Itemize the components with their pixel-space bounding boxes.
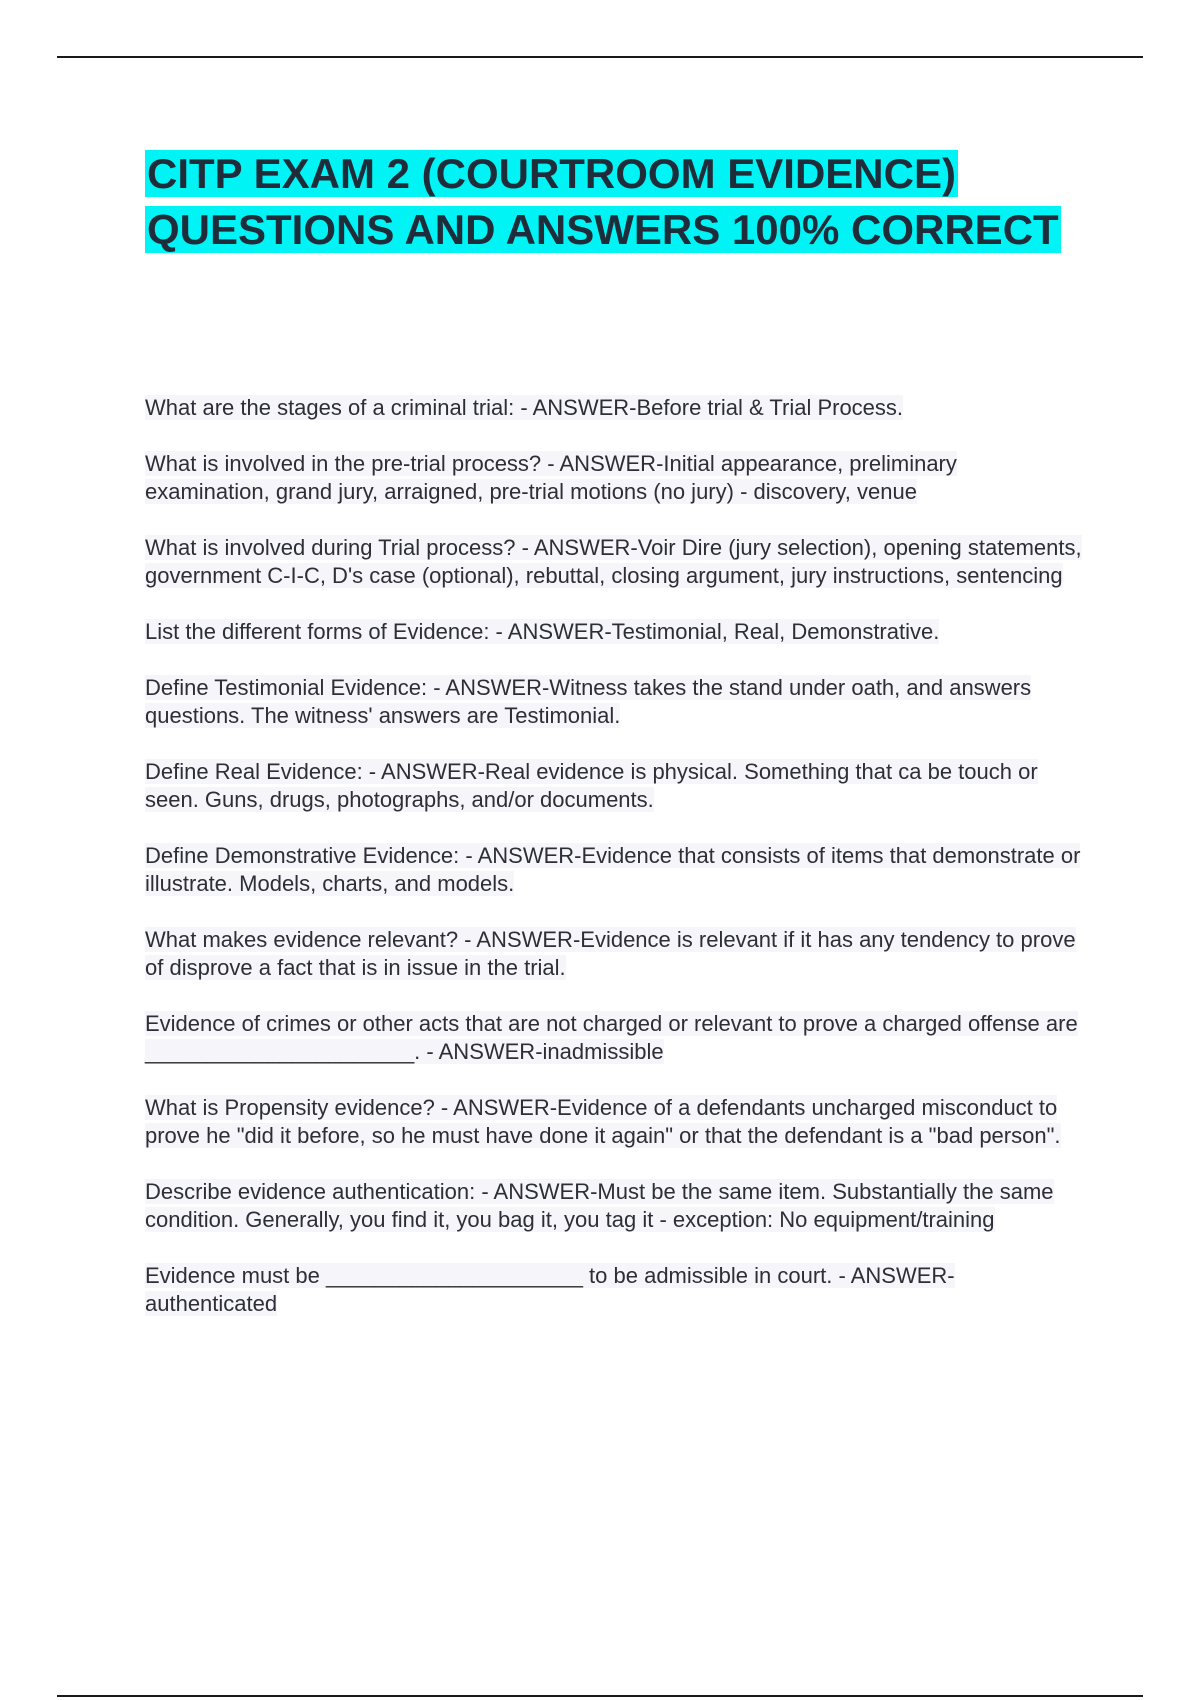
qa-item: [145, 1262, 1085, 1318]
qa-text: What is involved during Trial process? - ANSWER-Voir Dire (jury selection), opening statements, government C-I-C, D's case (optional), rebuttal, closing argument, jury instructions, sentencing: [145, 535, 1082, 588]
footer-rule: [57, 1695, 1143, 1697]
qa-text: Describe evidence authentication: - ANSWER-Must be the same item. Substantially the same condition. Generally, you find it, you bag it, you tag it - exception: No equipment/training: [145, 1179, 1054, 1232]
qa-item: [145, 394, 1085, 422]
qa-text: Evidence must be _____________________ to be admissible in court. - ANSWER-authenticated: [145, 1263, 955, 1316]
qa-text: What is Propensity evidence? - ANSWER-Evidence of a defendants uncharged misconduct to prove he "did it before, so he must have done it again" or that the defendant is a "bad person".: [145, 1095, 1061, 1148]
qa-text: Evidence of crimes or other acts that are not charged or relevant to prove a charged offense are ______________________. - ANSWER-inadmissible: [145, 1011, 1078, 1064]
qa-text: Define Real Evidence: - ANSWER-Real evidence is physical. Something that ca be touch or seen. Guns, drugs, photographs, and/or documents.: [145, 759, 1038, 812]
qa-item: [145, 926, 1085, 982]
qa-item: [145, 842, 1085, 898]
qa-item: [145, 674, 1085, 730]
qa-text: What are the stages of a criminal trial: - ANSWER-Before trial & Trial Process.: [145, 395, 904, 420]
header-rule: [57, 56, 1143, 58]
qa-item: [145, 1178, 1085, 1234]
qa-item: [145, 1010, 1085, 1066]
qa-text: What makes evidence relevant? - ANSWER-Evidence is relevant if it has any tendency to prove of disprove a fact that is in issue in the trial.: [145, 927, 1076, 980]
qa-text: What is involved in the pre-trial process? - ANSWER-Initial appearance, preliminary examination, grand jury, arraigned, pre-trial motions (no jury) - discovery, venue: [145, 451, 957, 504]
qa-item: [145, 534, 1085, 590]
qa-text: Define Testimonial Evidence: - ANSWER-Witness takes the stand under oath, and answers questions. The witness' answers are Testimonial.: [145, 675, 1032, 728]
qa-text: Define Demonstrative Evidence: - ANSWER-Evidence that consists of items that demonstrate or illustrate. Models, charts, and models.: [145, 843, 1081, 896]
qa-text: List the different forms of Evidence: - ANSWER-Testimonial, Real, Demonstrative.: [145, 619, 940, 644]
document-title-text: CITP EXAM 2 (COURTROOM EVIDENCE) QUESTIONS AND ANSWERS 100% CORRECT: [147, 150, 1059, 253]
qa-item: [145, 1094, 1085, 1150]
qa-item: [145, 618, 1085, 646]
qa-item: [145, 758, 1085, 814]
qa-list: [145, 394, 1085, 1346]
document-title-block: [145, 146, 1085, 258]
document-title: [145, 146, 1085, 258]
qa-item: [145, 450, 1085, 506]
